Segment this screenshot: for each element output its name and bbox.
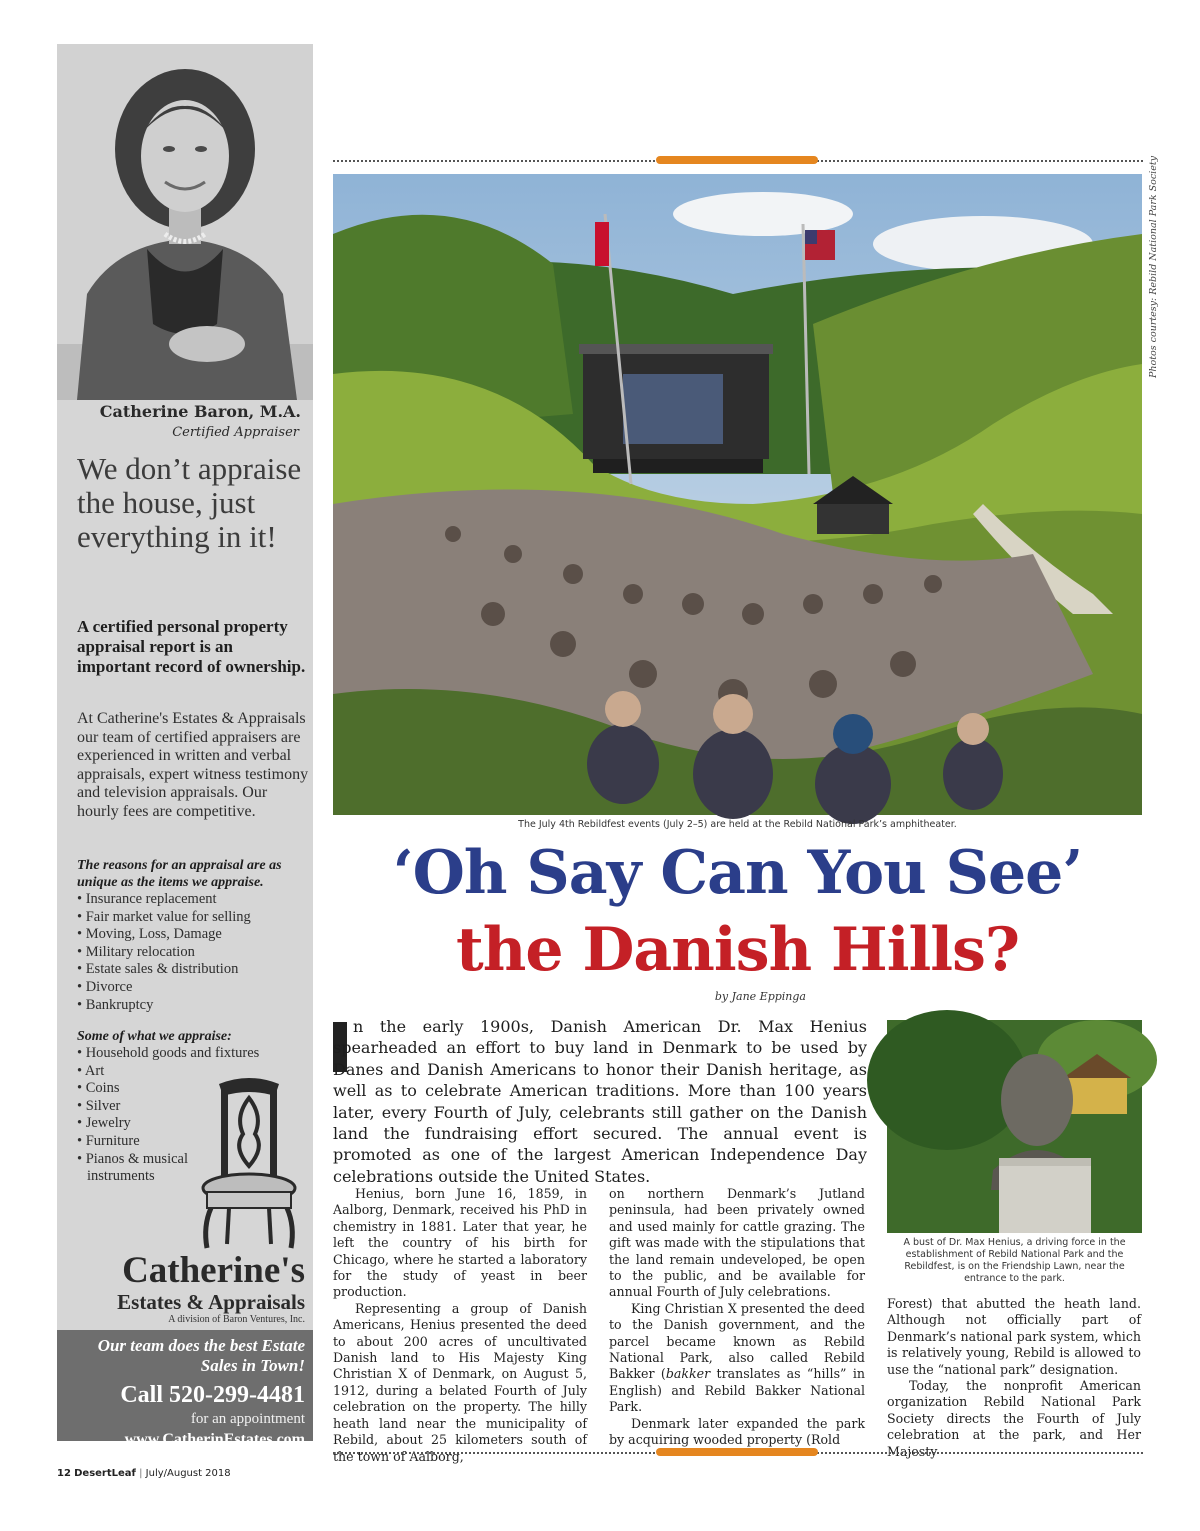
- ad-team-slogan: Our team does the best Estate Sales in Town!: [97, 1336, 305, 1375]
- appraiser-portrait-photo: [57, 44, 313, 400]
- page-number: 12: [57, 1468, 71, 1479]
- article-column-1: [333, 1186, 587, 1465]
- list-item: • Divorce: [77, 979, 311, 997]
- paragraph: Forest) that abutted the heath land. Although not officially part of Denmark’s national park system, which is relatively young, Rebild is allowed to use the “national park” designation.: [887, 1296, 1141, 1377]
- bust-photo-caption: A bust of Dr. Max Henius, a driving force in the establishment of Rebild National Park and the Rebildfest, is on the Friendship Lawn, near the entrance to the park.: [903, 1237, 1126, 1284]
- issue-date: July/August 2018: [145, 1468, 231, 1479]
- appraiser-name: Catherine Baron, M.A.: [99, 402, 301, 421]
- advertisement-panel: [57, 44, 313, 1469]
- list-item: • Bankruptcy: [77, 997, 311, 1015]
- lead-text: n the early 1900s, Danish American Dr. Max Henius spearheaded an effort to buy land in Denmark to be used by Danes and Danish Americans to honor their Danish heritage, as well as to celebrate American traditions. More than 100 years later, every Fourth of July, celebrants still gather on the Danish land the fundraising effort secured. The annual event is promoted as one of the largest American Independence Day celebrations outside the United States.: [333, 1017, 867, 1186]
- appraisal-reasons-section: [77, 857, 311, 1014]
- paragraph: [609, 1301, 865, 1416]
- ad-appointment-note: for an appointment: [190, 1411, 305, 1427]
- antique-chair-illustration: [197, 1076, 301, 1252]
- list-item: • Jewelry: [77, 1115, 207, 1133]
- hero-photo-caption: The July 4th Rebildfest events (July 2–5) are held at the Rebild National Park’s amphitheater.: [518, 819, 957, 830]
- ad-body-text: At Catherine's Estates & Appraisals our team of certified appraisers are experienced in written and verbal appraisals, expert witness testimony and television appraisals. Our hourly fees are competitive.: [77, 710, 309, 820]
- paragraph: Henius, born June 16, 1859, in Aalborg, Denmark, received his PhD in chemistry in 1881. Later that year, he left the country of his birth for Chicago, where he started a laboratory for the study of yeast in beer production.: [333, 1186, 587, 1300]
- article-byline: by Jane Eppinga: [714, 990, 806, 1003]
- list-item: • Pianos & musical instruments: [77, 1151, 207, 1186]
- paragraph: on northern Denmark’s Jutland peninsula, had been privately owned and used mainly for cattle grazing. The gift was made with the stipulations that the land remain undeveloped, be open to the public, and be available for annual Fourth of July celebrations.: [609, 1186, 865, 1300]
- ad-since-line: Making House Calls Since 2003: [92, 1452, 305, 1469]
- article-column-3: [887, 1296, 1141, 1460]
- list-item: • Fair market value for selling: [77, 909, 311, 927]
- list-item: • Household goods and fixtures: [77, 1045, 311, 1063]
- ad-headline: We don’t appraise the house, just everything in it!: [77, 451, 302, 554]
- article-lead-paragraph: [333, 1016, 867, 1187]
- paragraph-italic: bakker: [665, 1366, 711, 1382]
- paragraph-text: King Christian X presented the deed to the Danish government, and the parcel became known as Rebild National Park, also called Rebild Bakker (: [609, 1300, 865, 1382]
- top-rule-accent: [656, 156, 818, 164]
- brand-tagline: Estates & Appraisals: [117, 1290, 305, 1314]
- list-item: • Insurance replacement: [77, 891, 311, 909]
- appraisal-reasons-heading: The reasons for an appraisal are as unique as the items we appraise.: [77, 858, 282, 890]
- paragraph: Today, the nonprofit American organization Rebild National Park Society directs the Fourth of July celebration at the park, and Her Majesty: [887, 1378, 1141, 1459]
- appraised-items-list: [77, 1045, 260, 1186]
- list-item: • Art: [77, 1063, 207, 1081]
- magazine-name: DesertLeaf: [74, 1468, 136, 1479]
- list-item: • Military relocation: [77, 944, 311, 962]
- folio-separator: |: [139, 1468, 143, 1479]
- list-item: • Moving, Loss, Damage: [77, 926, 311, 944]
- page-folio: [57, 1468, 231, 1479]
- list-item: • Silver: [77, 1098, 207, 1116]
- ad-website: www.CatherinEstates.com: [124, 1431, 305, 1448]
- appraised-items-heading: Some of what we appraise:: [77, 1029, 232, 1044]
- photo-credit-text: Photos courtesy: Rebild National Park Society: [1148, 155, 1159, 378]
- bottom-rule-accent: [656, 1448, 818, 1456]
- photo-credit: [1144, 155, 1160, 378]
- appraised-items-section: [77, 1028, 260, 1186]
- paragraph: Representing a group of Danish Americans, Henius presented the deed to about 200 acres of uncultivated Danish land to His Majesty King Christian X of Denmark, on August 5, 1912, during a belated Fourth of July celebration on the property. The hilly heath land near the municipality of Rebild, about 25 kilometers south of the town of Aalborg,: [333, 1300, 587, 1464]
- brand-name: Catherine's: [122, 1250, 305, 1291]
- appraiser-title: Certified Appraiser: [172, 425, 299, 440]
- brand-parent-company: A division of Baron Ventures, Inc.: [168, 1314, 305, 1325]
- henius-bust-photo: [887, 1020, 1142, 1233]
- paragraph-text: translates as “hills” in English) and Rebild Bakker National Park.: [609, 1366, 865, 1415]
- list-item: • Estate sales & distribution: [77, 961, 311, 979]
- article-title-line-2: the Danish Hills?: [455, 915, 1020, 985]
- ad-subheadline: A certified personal property appraisal report is an important record of ownership.: [77, 617, 306, 676]
- article-title-line-1: ‘Oh Say Can You See’: [392, 838, 1083, 908]
- appraisal-reasons-list: [77, 891, 311, 1014]
- ad-phone: Call 520-299-4481: [120, 1382, 305, 1408]
- paragraph: Denmark later expanded the park by acquiring wooded property (Rold: [609, 1415, 865, 1448]
- list-item: • Furniture: [77, 1133, 207, 1151]
- list-item: • Coins: [77, 1080, 207, 1098]
- rebildfest-amphitheater-photo: [333, 174, 1142, 815]
- article-column-2: [609, 1186, 865, 1449]
